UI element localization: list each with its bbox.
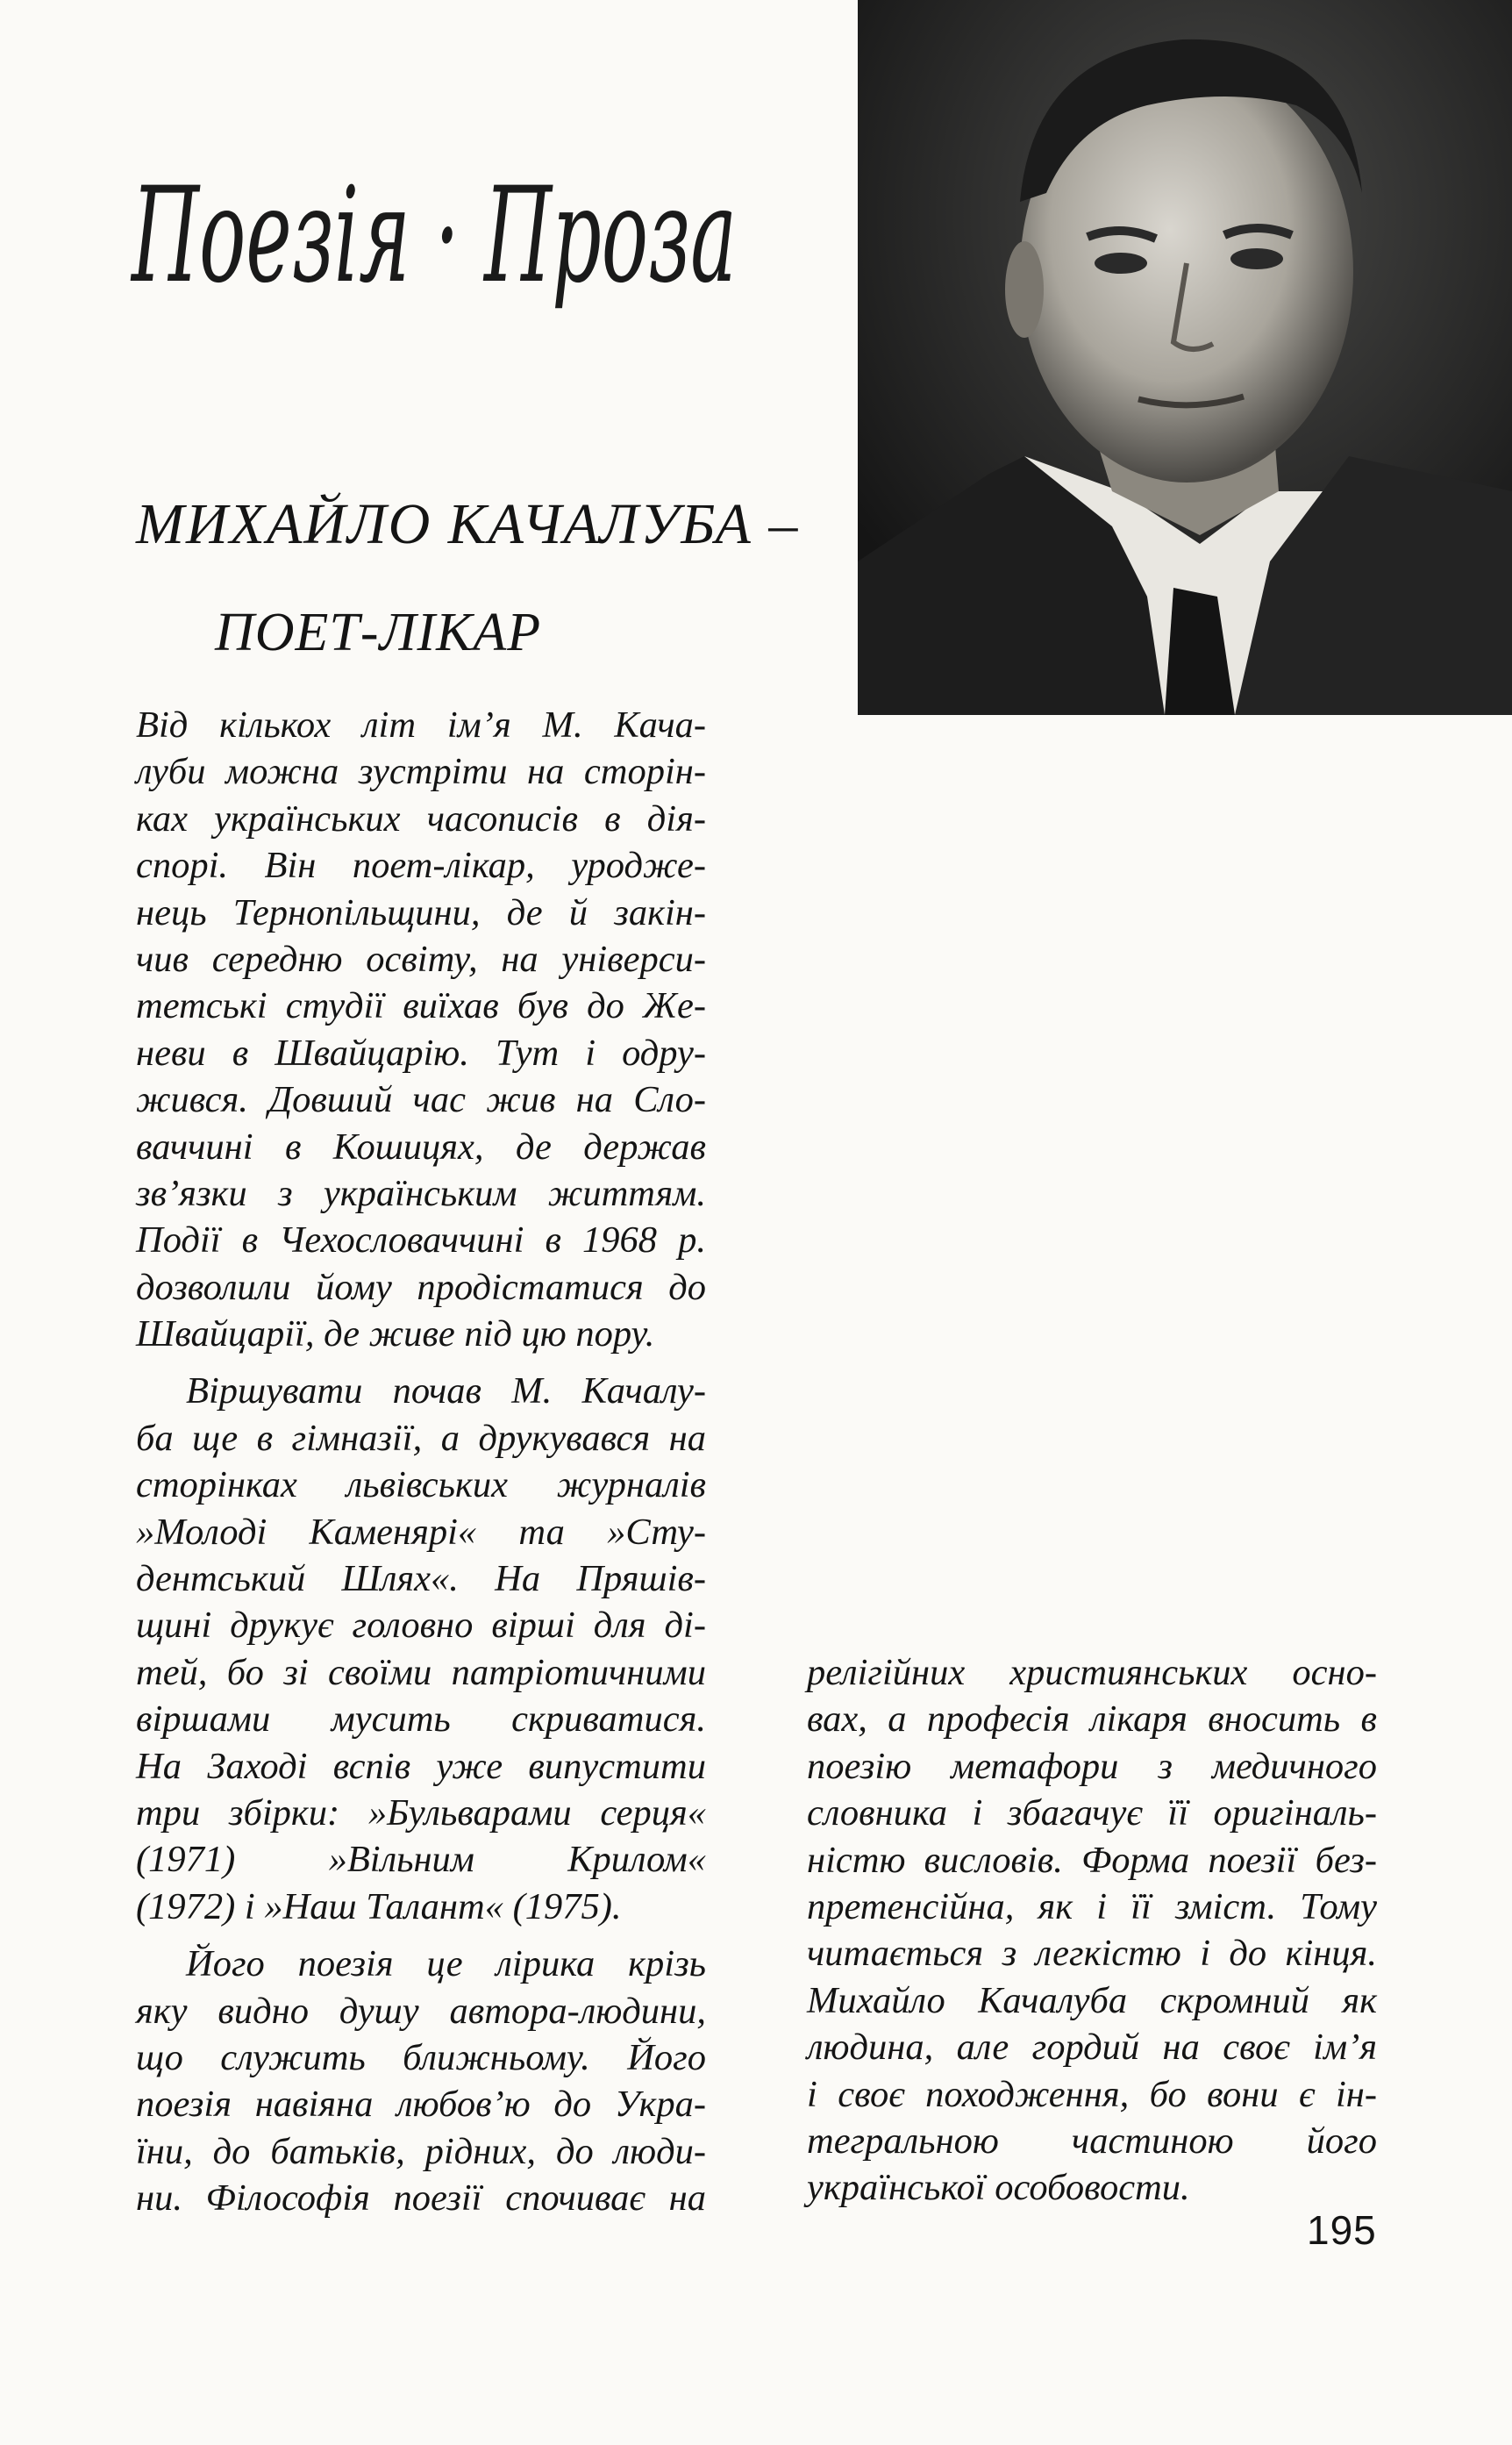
- text-line: нець Тернопільщини, де й закін-: [136, 891, 706, 933]
- text-line: дентський Шлях«. На Пряшів-: [136, 1558, 706, 1600]
- text-line: щині друкує головно вірші для ді-: [136, 1605, 706, 1647]
- text-line: ни. Філософія поезії спочиває на: [136, 2177, 706, 2220]
- text-line: неви в Швайцарію. Тут і одру-: [136, 1032, 706, 1074]
- text-line: (1971) »Вільним Крилом«: [136, 1839, 706, 1881]
- text-line: чив середню освіту, на універси-: [136, 938, 706, 980]
- text-line: тей, бо зі своїми патріотичними: [136, 1651, 706, 1693]
- text-line: Михайло Качалуба скромний як: [807, 1979, 1377, 2021]
- page-number: 195: [1307, 2207, 1377, 2253]
- text-line: їни, до батьків, рідних, до люди-: [136, 2130, 706, 2172]
- text-line: ністю висловів. Форма поезії без-: [807, 1839, 1377, 1881]
- text-line: спорі. Він поет-лікар, уродже-: [136, 845, 706, 887]
- text-line: ках українських часописів в дія-: [136, 797, 706, 840]
- text-line: яку видно душу автора-людини,: [136, 1990, 706, 2032]
- text-line: дозволили йому продістатися до: [136, 1266, 706, 1308]
- article-text-left-column: [136, 702, 706, 2222]
- text-line: Віршувати почав М. Качалу-: [186, 1370, 706, 1412]
- text-line: »Молоді Каменярі« та »Сту-: [136, 1511, 706, 1553]
- text-line: претенсійна, як і її зміст. Тому: [807, 1885, 1377, 1927]
- text-line: що служить ближньому. Його: [136, 2036, 706, 2078]
- article-subtitle: ПОЕТ-ЛІКАР: [215, 603, 542, 662]
- text-line: (1972) і »Наш Талант« (1975).: [136, 1885, 622, 1927]
- text-line: тетські студії виїхав був до Же-: [136, 985, 706, 1027]
- text-line: луби можна зустріти на сторін-: [136, 751, 706, 793]
- text-line: словника і збагачує її оригіналь-: [807, 1792, 1377, 1834]
- text-line: поезію метафори з медичного: [807, 1745, 1377, 1787]
- text-line: На Заході вспів уже випустити: [136, 1745, 706, 1787]
- article-title: МИХАЙЛО КАЧАЛУБА –: [136, 492, 800, 556]
- text-line: три збірки: »Бульварами серця«: [136, 1791, 706, 1834]
- text-line: української особовости.: [807, 2167, 1190, 2209]
- text-line: ба ще в гімназії, а друкувався на: [136, 1417, 706, 1459]
- text-line: релігійних християнських осно-: [807, 1652, 1377, 1693]
- text-line: зв’язки з українським життям.: [136, 1172, 706, 1214]
- text-line: читається з легкістю і до кінця.: [807, 1933, 1377, 1975]
- text-line: вах, а професія лікаря вносить в: [807, 1698, 1377, 1741]
- text-line: і своє походження, бо вони є ін-: [807, 2073, 1377, 2115]
- text-line: жився. Довший час жив на Сло-: [136, 1079, 706, 1121]
- text-line: Швайцарії, де живе під цю пору.: [136, 1313, 655, 1355]
- article-text-right-column: [807, 1649, 1377, 2212]
- text-line: Його поезія це лірика крізь: [186, 1943, 706, 1985]
- text-line: Події в Чехословаччині в 1968 р.: [136, 1219, 706, 1262]
- text-line: людина, але гордий на своє ім’я: [807, 2027, 1377, 2069]
- text-line: поезія навіяна любов’ю до Укра-: [136, 2084, 706, 2126]
- text-line: сторінках львівських журналів: [136, 1464, 706, 1506]
- author-portrait-photo: [858, 0, 1512, 715]
- section-heading: [132, 132, 745, 430]
- section-heading-text: Поезія · Проза: [130, 160, 738, 312]
- text-line: віршами мусить скриватися.: [136, 1698, 706, 1741]
- text-line: Від кількох літ ім’я М. Кача-: [136, 704, 706, 746]
- text-line: ваччині в Кошицях, де держав: [136, 1126, 706, 1168]
- text-line: тегральною частиною його: [807, 2120, 1377, 2162]
